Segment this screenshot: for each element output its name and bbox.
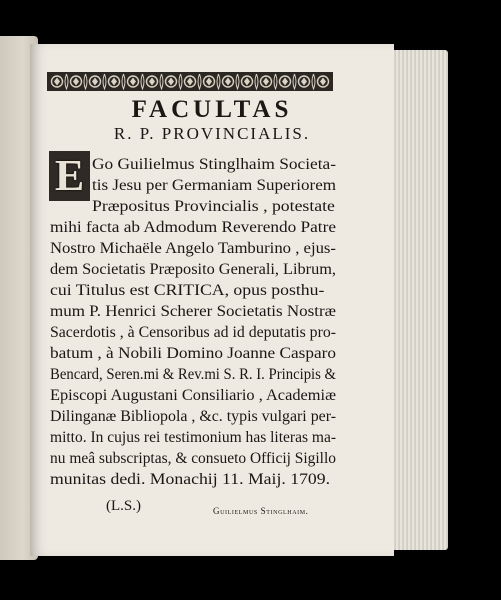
ornament-diamond: [244, 78, 250, 86]
body-line: batum , à Nobili Domino Joanne Casparo: [50, 345, 336, 362]
ornament-leaf: [65, 74, 68, 89]
ornament-leaf: [122, 74, 125, 89]
body-line: Bencard, Seren.mi & Rev.mi S. R. I. Principis &: [50, 366, 336, 383]
ornament-leaf: [255, 74, 258, 89]
body-line: nu meâ subscriptas, & consueto Officij Sigillo: [50, 450, 336, 467]
drop-cap-letter: E: [54, 151, 85, 200]
body-line: Dilinganæ Bibliopola , &c. typis vulgari per-: [50, 408, 336, 425]
ornament-leaf: [198, 74, 201, 89]
ornament-diamond: [225, 78, 231, 86]
page-stack-edge: [388, 50, 448, 550]
ornament-diamond: [301, 78, 307, 86]
ornament-diamond: [320, 78, 326, 86]
ornament-diamond: [92, 78, 98, 86]
ornament-leaf: [312, 74, 315, 89]
body-line: Episcopi Augustani Consiliario , Academiæ: [50, 387, 336, 404]
body-line: dem Societatis Præposito Generali, Librum,: [50, 261, 336, 278]
ornament-diamond: [282, 78, 288, 86]
ornament-leaf: [293, 74, 296, 89]
ornament-diamond: [206, 78, 212, 86]
signature: Guilielmus Stinglhaim.: [213, 506, 309, 516]
ornament-leaf: [179, 74, 182, 89]
body-line: Præpositus Provincialis , potestate: [92, 198, 335, 215]
body-line: mihi facta ab Admodum Reverendo Patre: [50, 219, 336, 236]
ornament-diamond: [187, 78, 193, 86]
body-line: cui Titulus est CRITICA, opus posthu-: [50, 282, 325, 299]
ornament-diamond: [168, 78, 174, 86]
ornamental-headpiece: [47, 72, 333, 91]
ornament-leaf: [217, 74, 220, 89]
body-line: tis Jesu per Germaniam Superiorem: [92, 177, 336, 194]
ornament-diamond: [73, 78, 79, 86]
body-line: mitto. In cujus rei testimonium has literas ma-: [50, 429, 336, 446]
ornament-leaf: [160, 74, 163, 89]
body-line: Nostro Michaële Angelo Tamburino , ejus-: [50, 240, 336, 257]
body-line: munitas dedi. Monachij 11. Maij. 1709.: [50, 471, 331, 488]
ornament-leaf: [274, 74, 277, 89]
page-title: FACULTAS: [131, 96, 293, 123]
ornament-diamond: [263, 78, 269, 86]
ornament-leaf: [236, 74, 239, 89]
seal-mark: (L.S.): [106, 498, 141, 514]
ornament-leaf: [103, 74, 106, 89]
ornament-leaf: [84, 74, 87, 89]
page-subtitle: R. P. PROVINCIALIS.: [113, 124, 311, 143]
ornament-pattern-icon: [47, 72, 333, 91]
drop-cap: [49, 151, 90, 201]
ornament-diamond: [111, 78, 117, 86]
body-line: mum P. Henrici Scherer Societatis Nostræ: [50, 303, 336, 320]
ornament-leaf: [141, 74, 144, 89]
body-line: Go Guilielmus Stinglhaim Societa-: [92, 156, 336, 173]
ornament-diamond: [149, 78, 155, 86]
body-line: Sacerdotis , à Censoribus ad id deputatis pro-: [50, 324, 336, 341]
ornament-diamond: [130, 78, 136, 86]
ornament-diamond: [54, 78, 60, 86]
